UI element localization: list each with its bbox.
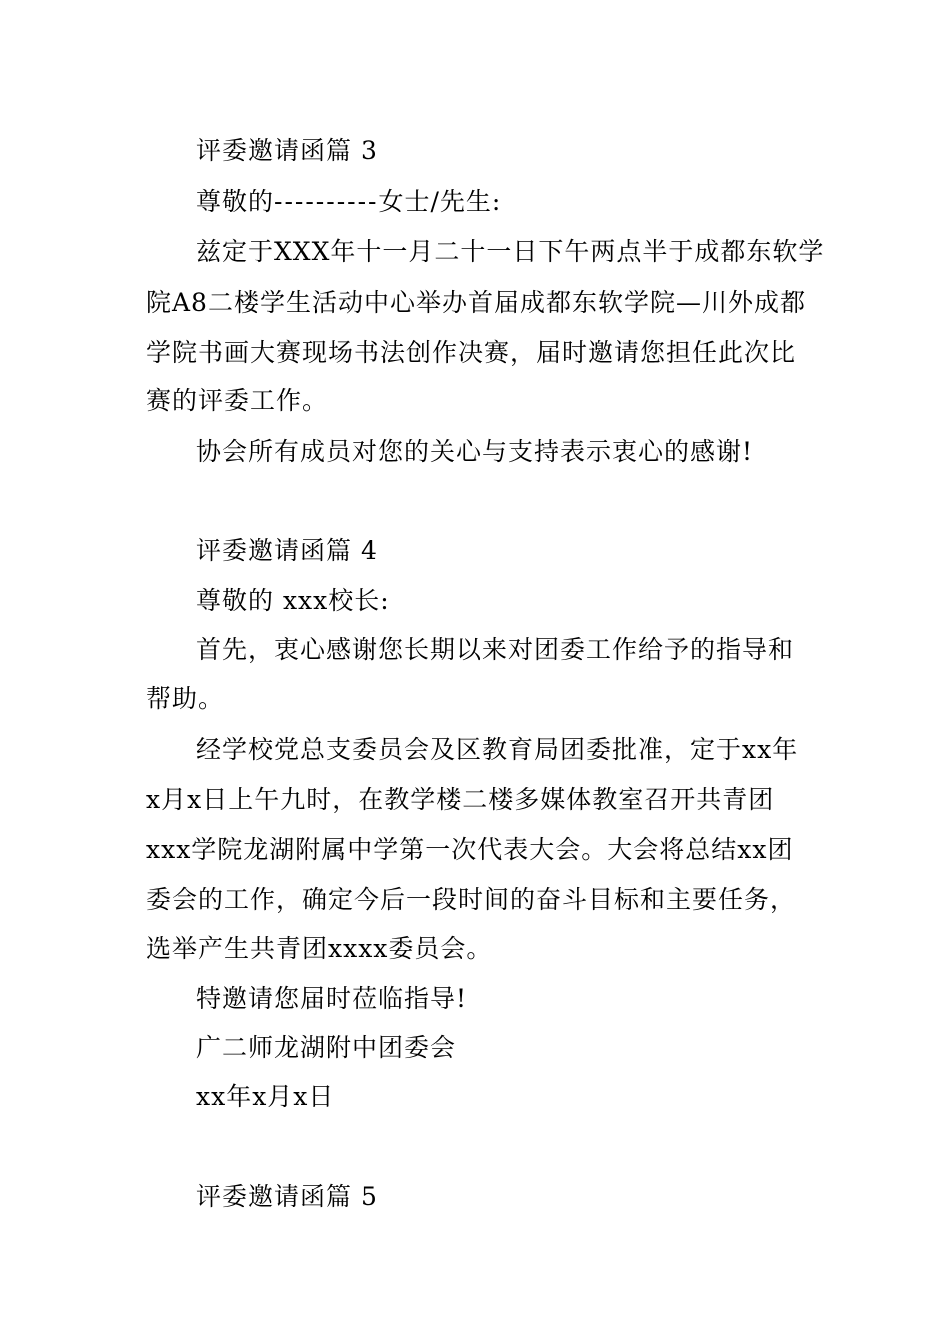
greeting-suffix: 女士/先生: — [378, 187, 502, 216]
section-4-para2-line4: 委会的工作，确定今后一段时间的奋斗目标和主要任务， — [146, 885, 797, 914]
greeting-blank: ---------- — [274, 187, 379, 216]
greeting-prefix: 尊敬的 — [196, 187, 275, 216]
section-4-para2-line1: 经学校党总支委员会及区教育局团委批准，定于xx年 — [196, 735, 799, 764]
section-4-para2-line3: xxx学院龙湖附属中学第一次代表大会。大会将总结xx团 — [146, 835, 794, 864]
section-3-title: 评委邀请函篇 3 — [196, 136, 378, 165]
section-3-para1-line4: 赛的评委工作。 — [146, 386, 329, 415]
section-5-title: 评委邀请函篇 5 — [196, 1182, 378, 1211]
section-4-para2-line2: x月x日上午九时，在教学楼二楼多媒体教室召开共青团 — [146, 785, 775, 814]
section-4-para1-line2: 帮助。 — [146, 684, 225, 713]
section-3-para1-line2: 院A8二楼学生活动中心举办首届成都东软学院—川外成都 — [146, 288, 806, 317]
section-4-date: xx年x月x日 — [196, 1082, 335, 1111]
section-4-para3: 特邀请您届时莅临指导! — [196, 984, 468, 1013]
section-3-para1-line1: 兹定于XXX年十一月二十一日下午两点半于成都东软学 — [196, 237, 825, 266]
section-3-greeting — [196, 187, 501, 217]
section-4-para2-line5: 选举产生共青团xxxx委员会。 — [146, 934, 493, 963]
section-4-signature: 广二师龙湖附中团委会 — [196, 1033, 457, 1062]
section-3-para1-line3: 学院书画大赛现场书法创作决赛，届时邀请您担任此次比 — [146, 338, 797, 367]
section-4-title: 评委邀请函篇 4 — [196, 536, 378, 565]
section-4-para1-line1: 首先，衷心感谢您长期以来对团委工作给予的指导和 — [196, 635, 795, 664]
section-4-greeting: 尊敬的 xxx校长: — [196, 586, 390, 615]
section-3-para2: 协会所有成员对您的关心与支持表示衷心的感谢! — [196, 437, 754, 466]
